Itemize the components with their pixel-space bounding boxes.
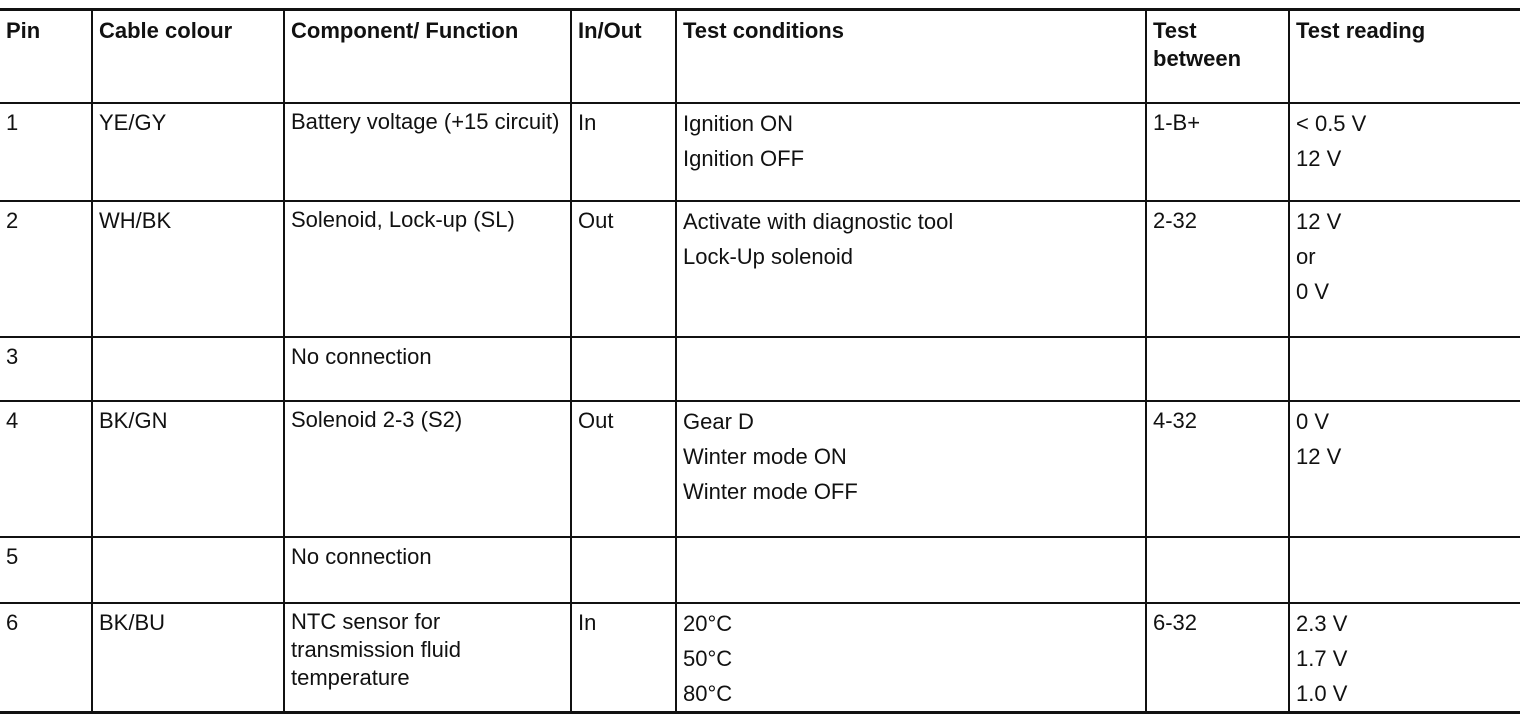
table-row: [0, 537, 1520, 603]
cell-test-between: 6-32: [1146, 603, 1289, 713]
cell-test-between: 2-32: [1146, 201, 1289, 337]
cell-in-out: In: [571, 603, 676, 713]
cell-pin: 2: [0, 201, 92, 337]
cell-test-reading: [1289, 201, 1520, 337]
cell-function: [284, 201, 571, 337]
reading-line: 12 V: [1296, 208, 1342, 234]
header-cable-colour: Cable colour: [92, 10, 284, 103]
cell-test-reading: [1289, 537, 1520, 603]
function-text: Solenoid, Lock-up (SL): [291, 206, 515, 232]
function-text: Battery voltage (+15 circuit): [291, 108, 560, 134]
cell-pin: 3: [0, 337, 92, 401]
header-test-reading: Test reading: [1289, 10, 1520, 103]
reading-line: 12 V: [1296, 443, 1342, 469]
cell-cable-colour: BK/GN: [92, 401, 284, 537]
cell-cable-colour: BK/BU: [92, 603, 284, 713]
condition-line: Winter mode OFF: [683, 478, 858, 504]
cell-cable-colour: [92, 337, 284, 401]
reading-line: 0 V: [1296, 408, 1330, 434]
cell-test-between: [1146, 337, 1289, 401]
condition-line: Ignition OFF: [683, 145, 805, 171]
condition-line: Lock-Up solenoid: [683, 243, 853, 269]
header-test-between: [1146, 10, 1289, 103]
condition-line: 50°C: [683, 645, 733, 671]
condition-line: 20°C: [683, 610, 733, 636]
condition-line: Gear D: [683, 408, 754, 434]
cell-test-reading: [1289, 603, 1520, 713]
table-row: [0, 201, 1520, 337]
cell-test-conditions: [676, 201, 1146, 337]
table-row: [0, 337, 1520, 401]
cell-pin: 4: [0, 401, 92, 537]
cell-function: [284, 103, 571, 201]
header-test-conditions: Test conditions: [676, 10, 1146, 103]
reading-line: 12 V: [1296, 145, 1342, 171]
reading-line: or: [1296, 243, 1316, 269]
cell-in-out: Out: [571, 401, 676, 537]
header-test-between-text: Test between: [1153, 18, 1242, 71]
function-text: NTC sensor for transmission fluid temperature: [291, 608, 461, 690]
header-pin: Pin: [0, 10, 92, 103]
cell-pin: 5: [0, 537, 92, 603]
header-row: [0, 10, 1520, 103]
cell-in-out: [571, 337, 676, 401]
table-row: [0, 103, 1520, 201]
cell-test-between: [1146, 537, 1289, 603]
cell-test-between: 4-32: [1146, 401, 1289, 537]
reading-line: 1.7 V: [1296, 645, 1348, 671]
cell-test-reading: [1289, 103, 1520, 201]
reading-line: 0 V: [1296, 278, 1330, 304]
cell-function: No connection: [284, 337, 571, 401]
function-text: Solenoid 2-3 (S2): [291, 406, 463, 432]
cell-test-conditions: [676, 401, 1146, 537]
cell-test-conditions: [676, 537, 1146, 603]
cell-test-conditions: [676, 103, 1146, 201]
cell-function: [284, 401, 571, 537]
condition-line: 80°C: [683, 680, 733, 706]
cell-test-conditions: [676, 337, 1146, 401]
cell-pin: 6: [0, 603, 92, 713]
cell-test-reading: [1289, 337, 1520, 401]
cell-pin: 1: [0, 103, 92, 201]
condition-line: Ignition ON: [683, 110, 794, 136]
header-in-out: In/Out: [571, 10, 676, 103]
table-row: [0, 603, 1520, 713]
cell-in-out: Out: [571, 201, 676, 337]
cell-in-out: [571, 537, 676, 603]
table-row: [0, 401, 1520, 537]
cell-cable-colour: WH/BK: [92, 201, 284, 337]
condition-line: Winter mode ON: [683, 443, 847, 469]
cell-function: [284, 603, 571, 713]
reading-line: 2.3 V: [1296, 610, 1348, 636]
pin-test-table: [0, 8, 1520, 714]
cell-cable-colour: YE/GY: [92, 103, 284, 201]
condition-line: Activate with diagnostic tool: [683, 208, 954, 234]
reading-line: < 0.5 V: [1296, 110, 1367, 136]
cell-test-conditions: [676, 603, 1146, 713]
cell-in-out: In: [571, 103, 676, 201]
cell-cable-colour: [92, 537, 284, 603]
cell-test-between: 1-B+: [1146, 103, 1289, 201]
cell-test-reading: [1289, 401, 1520, 537]
cell-function: No connection: [284, 537, 571, 603]
reading-line: 1.0 V: [1296, 680, 1348, 706]
header-component-function: Component/ Function: [284, 10, 571, 103]
